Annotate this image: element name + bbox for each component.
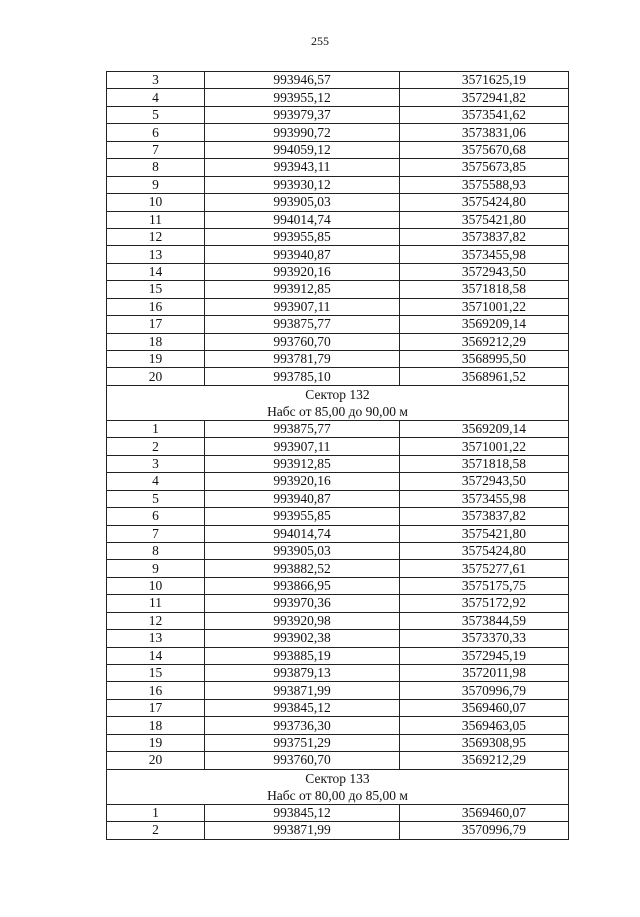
point-number-cell: 4 [107, 89, 205, 106]
point-number-cell: 13 [107, 246, 205, 263]
x-coordinate-cell: 994014,74 [205, 211, 400, 228]
x-coordinate-cell: 993920,98 [205, 612, 400, 629]
y-coordinate-cell: 3573370,33 [400, 630, 569, 647]
table-row [107, 316, 569, 333]
x-coordinate-cell: 993882,52 [205, 560, 400, 577]
coordinates-table [106, 71, 569, 840]
y-coordinate-cell: 3568961,52 [400, 368, 569, 385]
table-row [107, 368, 569, 385]
x-coordinate-cell: 993907,11 [205, 438, 400, 455]
table-row [107, 176, 569, 193]
x-coordinate-cell: 993751,29 [205, 734, 400, 751]
point-number-cell: 20 [107, 752, 205, 769]
y-coordinate-cell: 3569209,14 [400, 316, 569, 333]
point-number-cell: 19 [107, 351, 205, 368]
x-coordinate-cell: 993979,37 [205, 106, 400, 123]
y-coordinate-cell: 3575588,93 [400, 176, 569, 193]
table-row [107, 542, 569, 559]
x-coordinate-cell: 993845,12 [205, 804, 400, 821]
table-row [107, 89, 569, 106]
x-coordinate-cell: 993760,70 [205, 752, 400, 769]
table-row [107, 665, 569, 682]
y-coordinate-cell: 3569212,29 [400, 752, 569, 769]
point-number-cell: 14 [107, 263, 205, 280]
point-number-cell: 12 [107, 612, 205, 629]
y-coordinate-cell: 3575175,75 [400, 577, 569, 594]
table-row [107, 263, 569, 280]
table-row [107, 525, 569, 542]
point-number-cell: 7 [107, 525, 205, 542]
x-coordinate-cell: 993912,85 [205, 281, 400, 298]
point-number-cell: 9 [107, 560, 205, 577]
table-row [107, 298, 569, 315]
table-row [107, 804, 569, 821]
sector-height-range: Набс от 85,00 до 90,00 м [267, 403, 408, 419]
y-coordinate-cell: 3571001,22 [400, 298, 569, 315]
x-coordinate-cell: 994059,12 [205, 141, 400, 158]
point-number-cell: 11 [107, 211, 205, 228]
point-number-cell: 6 [107, 508, 205, 525]
point-number-cell: 7 [107, 141, 205, 158]
table-row [107, 455, 569, 472]
table-row [107, 473, 569, 490]
table-row [107, 560, 569, 577]
table-row [107, 124, 569, 141]
point-number-cell: 17 [107, 699, 205, 716]
y-coordinate-cell: 3573831,06 [400, 124, 569, 141]
table-row [107, 647, 569, 664]
y-coordinate-cell: 3571625,19 [400, 72, 569, 89]
table-row [107, 717, 569, 734]
x-coordinate-cell: 993866,95 [205, 577, 400, 594]
x-coordinate-cell: 993845,12 [205, 699, 400, 716]
y-coordinate-cell: 3575277,61 [400, 560, 569, 577]
table-row [107, 734, 569, 751]
x-coordinate-cell: 993955,12 [205, 89, 400, 106]
y-coordinate-cell: 3575421,80 [400, 211, 569, 228]
point-number-cell: 1 [107, 420, 205, 437]
table-row [107, 106, 569, 123]
point-number-cell: 11 [107, 595, 205, 612]
point-number-cell: 13 [107, 630, 205, 647]
x-coordinate-cell: 993946,57 [205, 72, 400, 89]
sector-header-cell [107, 385, 569, 420]
x-coordinate-cell: 993785,10 [205, 368, 400, 385]
sector-height-range: Набс от 80,00 до 85,00 м [267, 787, 408, 803]
y-coordinate-cell: 3570996,79 [400, 822, 569, 839]
y-coordinate-cell: 3569308,95 [400, 734, 569, 751]
x-coordinate-cell: 993920,16 [205, 473, 400, 490]
sector-header-row [107, 769, 569, 804]
x-coordinate-cell: 993920,16 [205, 263, 400, 280]
table-row [107, 72, 569, 89]
x-coordinate-cell: 993871,99 [205, 682, 400, 699]
table-row [107, 351, 569, 368]
table-row [107, 630, 569, 647]
table-row [107, 420, 569, 437]
point-number-cell: 16 [107, 682, 205, 699]
point-number-cell: 5 [107, 106, 205, 123]
y-coordinate-cell: 3572943,50 [400, 473, 569, 490]
y-coordinate-cell: 3575424,80 [400, 194, 569, 211]
y-coordinate-cell: 3573837,82 [400, 508, 569, 525]
table-row [107, 438, 569, 455]
point-number-cell: 15 [107, 281, 205, 298]
x-coordinate-cell: 993760,70 [205, 333, 400, 350]
y-coordinate-cell: 3572945,19 [400, 647, 569, 664]
point-number-cell: 17 [107, 316, 205, 333]
y-coordinate-cell: 3569212,29 [400, 333, 569, 350]
x-coordinate-cell: 993905,03 [205, 194, 400, 211]
x-coordinate-cell: 993912,85 [205, 455, 400, 472]
point-number-cell: 15 [107, 665, 205, 682]
y-coordinate-cell: 3573837,82 [400, 228, 569, 245]
table-row [107, 228, 569, 245]
point-number-cell: 20 [107, 368, 205, 385]
point-number-cell: 5 [107, 490, 205, 507]
point-number-cell: 2 [107, 438, 205, 455]
x-coordinate-cell: 993970,36 [205, 595, 400, 612]
x-coordinate-cell: 993871,99 [205, 822, 400, 839]
table-row [107, 682, 569, 699]
table-row [107, 595, 569, 612]
point-number-cell: 12 [107, 228, 205, 245]
sector-header-cell [107, 769, 569, 804]
coordinates-table-body [107, 72, 569, 840]
y-coordinate-cell: 3575424,80 [400, 542, 569, 559]
y-coordinate-cell: 3570996,79 [400, 682, 569, 699]
sector-title: Сектор 132 [305, 386, 370, 402]
x-coordinate-cell: 993905,03 [205, 542, 400, 559]
table-row [107, 699, 569, 716]
x-coordinate-cell: 993940,87 [205, 246, 400, 263]
y-coordinate-cell: 3573455,98 [400, 246, 569, 263]
point-number-cell: 18 [107, 717, 205, 734]
point-number-cell: 9 [107, 176, 205, 193]
table-row [107, 194, 569, 211]
point-number-cell: 8 [107, 159, 205, 176]
y-coordinate-cell: 3571001,22 [400, 438, 569, 455]
point-number-cell: 19 [107, 734, 205, 751]
table-row [107, 211, 569, 228]
y-coordinate-cell: 3575172,92 [400, 595, 569, 612]
y-coordinate-cell: 3571818,58 [400, 281, 569, 298]
y-coordinate-cell: 3572941,82 [400, 89, 569, 106]
point-number-cell: 14 [107, 647, 205, 664]
y-coordinate-cell: 3575673,85 [400, 159, 569, 176]
y-coordinate-cell: 3573844,59 [400, 612, 569, 629]
page-number: 255 [311, 34, 329, 48]
table-row [107, 508, 569, 525]
x-coordinate-cell: 993990,72 [205, 124, 400, 141]
y-coordinate-cell: 3569460,07 [400, 804, 569, 821]
x-coordinate-cell: 993940,87 [205, 490, 400, 507]
x-coordinate-cell: 993930,12 [205, 176, 400, 193]
y-coordinate-cell: 3572011,98 [400, 665, 569, 682]
table-row [107, 246, 569, 263]
table-row [107, 577, 569, 594]
x-coordinate-cell: 993955,85 [205, 508, 400, 525]
sector-header-row [107, 385, 569, 420]
table-row [107, 141, 569, 158]
point-number-cell: 3 [107, 455, 205, 472]
x-coordinate-cell: 994014,74 [205, 525, 400, 542]
y-coordinate-cell: 3569209,14 [400, 420, 569, 437]
y-coordinate-cell: 3575421,80 [400, 525, 569, 542]
table-row [107, 822, 569, 839]
y-coordinate-cell: 3569463,05 [400, 717, 569, 734]
y-coordinate-cell: 3573455,98 [400, 490, 569, 507]
y-coordinate-cell: 3569460,07 [400, 699, 569, 716]
point-number-cell: 8 [107, 542, 205, 559]
table-row [107, 333, 569, 350]
y-coordinate-cell: 3575670,68 [400, 141, 569, 158]
point-number-cell: 6 [107, 124, 205, 141]
y-coordinate-cell: 3573541,62 [400, 106, 569, 123]
point-number-cell: 1 [107, 804, 205, 821]
y-coordinate-cell: 3572943,50 [400, 263, 569, 280]
table-row [107, 281, 569, 298]
y-coordinate-cell: 3568995,50 [400, 351, 569, 368]
x-coordinate-cell: 993875,77 [205, 316, 400, 333]
x-coordinate-cell: 993879,13 [205, 665, 400, 682]
x-coordinate-cell: 993902,38 [205, 630, 400, 647]
table-row [107, 159, 569, 176]
x-coordinate-cell: 993943,11 [205, 159, 400, 176]
sector-title: Сектор 133 [305, 770, 370, 786]
x-coordinate-cell: 993875,77 [205, 420, 400, 437]
table-row [107, 612, 569, 629]
x-coordinate-cell: 993781,79 [205, 351, 400, 368]
point-number-cell: 18 [107, 333, 205, 350]
point-number-cell: 16 [107, 298, 205, 315]
x-coordinate-cell: 993907,11 [205, 298, 400, 315]
x-coordinate-cell: 993736,30 [205, 717, 400, 734]
point-number-cell: 2 [107, 822, 205, 839]
point-number-cell: 3 [107, 72, 205, 89]
point-number-cell: 10 [107, 194, 205, 211]
point-number-cell: 10 [107, 577, 205, 594]
table-row [107, 490, 569, 507]
table-row [107, 752, 569, 769]
x-coordinate-cell: 993955,85 [205, 228, 400, 245]
y-coordinate-cell: 3571818,58 [400, 455, 569, 472]
point-number-cell: 4 [107, 473, 205, 490]
x-coordinate-cell: 993885,19 [205, 647, 400, 664]
